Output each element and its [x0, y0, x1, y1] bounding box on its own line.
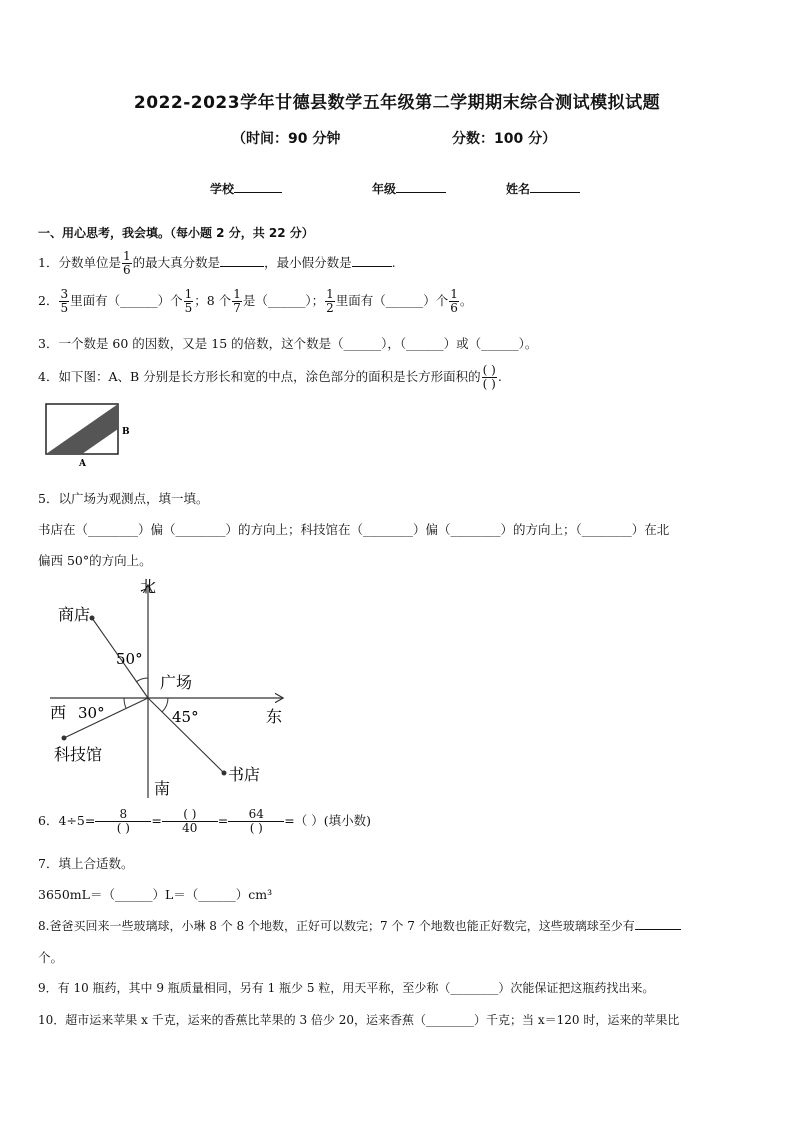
shop-label: 商店 — [58, 605, 91, 624]
exam-title: 2022-2023学年甘德县数学五年级第二学期期末综合测试模拟试题 — [133, 93, 661, 113]
q2-fraction-5: $\frac{1}{6}$ — [450, 287, 458, 315]
question-4 — [38, 364, 502, 391]
total-score: 分数：100 分） — [452, 131, 557, 147]
angle-30-label: 30° — [78, 704, 105, 722]
q6-prefix: 6．4÷5= — [38, 813, 96, 828]
question-5-line-1[interactable]: 书店在（________）偏（________）的方向上；科技馆在（________）偏（________）的方向上；（________）在北 — [38, 522, 670, 537]
q1-text: 的最大真分数是 — [132, 255, 221, 270]
question-7-text[interactable]: 3650mL＝（______）L＝（______）cm³ — [38, 887, 273, 902]
bookstore-point — [222, 771, 227, 776]
q4-fraction[interactable]: $\frac{( )}{( )}$ — [482, 363, 496, 391]
q1-end: . — [391, 255, 396, 270]
rectangle-figure — [40, 400, 140, 472]
q2-fraction-3: $\frac{1}{7}$ — [233, 287, 241, 315]
q2-text-1[interactable]: 里面有（______）个 — [70, 293, 183, 308]
south-label: 南 — [154, 779, 171, 798]
q4-text: 4．如下图：A、B 分别是长方形长和宽的中点，涂色部分的面积是长方形面积的 — [38, 369, 481, 384]
school-field — [210, 180, 282, 197]
angle-arc-tech — [124, 698, 126, 708]
q8-blank[interactable] — [635, 917, 681, 930]
shaded-region — [46, 404, 118, 454]
q2-prefix: 2． — [38, 293, 59, 308]
q6-fraction-1[interactable]: $\frac{8}{( )}$ — [96, 808, 150, 835]
question-1 — [38, 250, 396, 277]
north-label: 北 — [140, 577, 157, 596]
angle-50-label: 50° — [116, 650, 143, 668]
question-6: 6．4÷5= $\frac{8}{( )}$ = $\frac{( )}{40}$ = $\frac{64}{( )}$ =（ ）(填小数) — [38, 807, 371, 835]
angle-45-label: 45° — [172, 708, 199, 726]
direction-diagram — [44, 574, 294, 806]
q1-text-2: ，最小假分数是 — [264, 255, 352, 270]
q1-blank-1[interactable] — [220, 254, 264, 267]
tech-point — [62, 736, 67, 741]
shop-point — [90, 616, 95, 621]
question-3[interactable]: 3．一个数是 60 的因数，又是 15 的倍数，这个数是（______），（______）或（______）。 — [38, 336, 538, 351]
grade-label: 年级 — [372, 182, 397, 196]
question-9[interactable]: 9．有 10 瓶药，其中 9 瓶质量相同，另有 1 瓶少 5 粒，用天平称，至少称（________）次能保证把这瓶药找出来。 — [38, 981, 655, 995]
q1-blank-2[interactable] — [352, 254, 392, 267]
section-heading: 一、用心思考，我会填。（每小题 2 分，共 22 分） — [38, 226, 314, 240]
tech-label: 科技馆 — [54, 745, 103, 764]
q2-text-2: ；8 个 — [194, 293, 232, 308]
angle-arc-bookstore — [162, 698, 168, 712]
bookstore-label: 书店 — [228, 765, 261, 784]
q2-fraction-1: $\frac{3}{5}$ — [60, 287, 69, 315]
q1-prefix: 1．分数单位是 — [38, 255, 121, 270]
question-5-line-2: 偏西 50°的方向上。 — [38, 553, 152, 568]
label-b: B — [122, 427, 130, 437]
q1-fraction: $\frac{1}{6}$ — [122, 249, 131, 277]
west-label: 西 — [50, 703, 67, 722]
center-label: 广场 — [160, 673, 193, 692]
q6-fraction-3[interactable]: $\frac{64}{( )}$ — [229, 808, 283, 835]
question-8-line-2: 个。 — [38, 950, 64, 965]
q2-fraction-2: $\frac{1}{5}$ — [184, 287, 193, 315]
east-label: 东 — [266, 707, 283, 726]
time-limit: （时间：90 分钟 — [232, 131, 341, 147]
q2-text-5: 。 — [459, 293, 473, 308]
question-7-title: 7．填上合适数。 — [38, 856, 134, 871]
question-8-line-1 — [38, 917, 681, 934]
q6-fraction-2[interactable]: $\frac{( )}{40}$ — [163, 808, 217, 835]
name-blank[interactable] — [530, 180, 580, 193]
q4-end: . — [497, 369, 502, 384]
name-field — [506, 180, 580, 197]
grade-blank[interactable] — [396, 180, 446, 193]
question-10[interactable]: 10．超市运来苹果 x 千克，运来的香蕉比苹果的 3 倍少 20，运来香蕉（________）千克；当 x＝120 时，运来的苹果比 — [38, 1013, 680, 1027]
school-blank[interactable] — [234, 180, 282, 193]
question-5-title: 5．以广场为观测点，填一填。 — [38, 491, 209, 506]
school-label: 学校 — [210, 182, 235, 196]
grade-field — [372, 180, 446, 197]
q2-text-3[interactable]: 是（______）； — [242, 293, 325, 308]
angle-arc-shop — [136, 678, 148, 682]
tech-ray — [64, 698, 148, 738]
label-a: A — [79, 459, 86, 469]
q6-end[interactable]: =（ ）(填小数) — [284, 813, 371, 828]
q2-fraction-4: $\frac{1}{2}$ — [326, 287, 334, 315]
q2-text-4[interactable]: 里面有（______）个 — [335, 293, 449, 308]
question-2 — [38, 288, 472, 315]
name-label: 姓名 — [506, 182, 531, 196]
q8-text: 8.爸爸买回来一些玻璃球，小琳 8 个 8 个地数，正好可以数完；7 个 7 个地数也能正好数完，这些玻璃球至少有 — [38, 919, 635, 933]
